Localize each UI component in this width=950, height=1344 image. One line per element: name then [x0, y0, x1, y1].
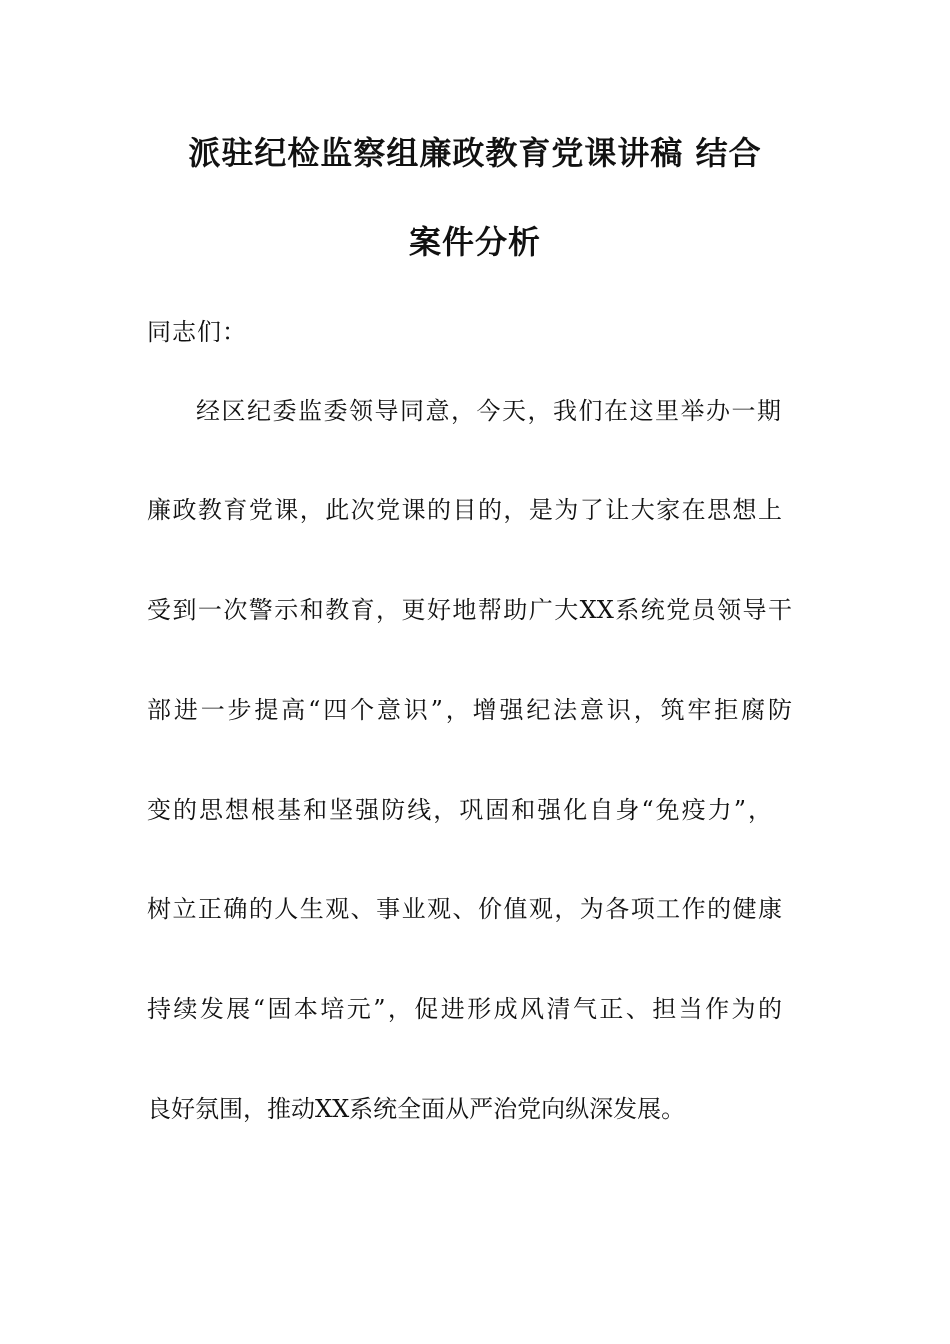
- paragraph-line: 经区纪委监委领导同意，今天，我们在这里举办一期: [196, 397, 781, 425]
- paragraph-line: 廉政教育党课，此次党课的目的，是为了让大家在思想上: [147, 496, 782, 524]
- paragraph-line: 持续发展“固本培元”，促进形成风清气正、担当作为的: [147, 995, 782, 1023]
- paragraph-line: 良好氛围，推动XX系统全面从严治党向纵深发展。: [147, 1095, 686, 1123]
- document-title-line-2: 案件分析: [408, 223, 541, 261]
- paragraph-line: 部进一步提高“四个意识”，增强纪法意识，筑牢拒腐防: [147, 696, 792, 724]
- paragraph-line: 变的思想根基和坚强防线，巩固和强化自身“免疫力”，: [147, 796, 772, 824]
- paragraph-line: 树立正确的人生观、事业观、价值观，为各项工作的健康: [147, 895, 782, 923]
- document-title-line-1: 派驻纪检监察组廉政教育党课讲稿 结合: [188, 134, 762, 172]
- paragraph-line: 受到一次警示和教育，更好地帮助广大XX系统党员领导干: [147, 596, 792, 624]
- salutation: 同志们：: [147, 318, 247, 346]
